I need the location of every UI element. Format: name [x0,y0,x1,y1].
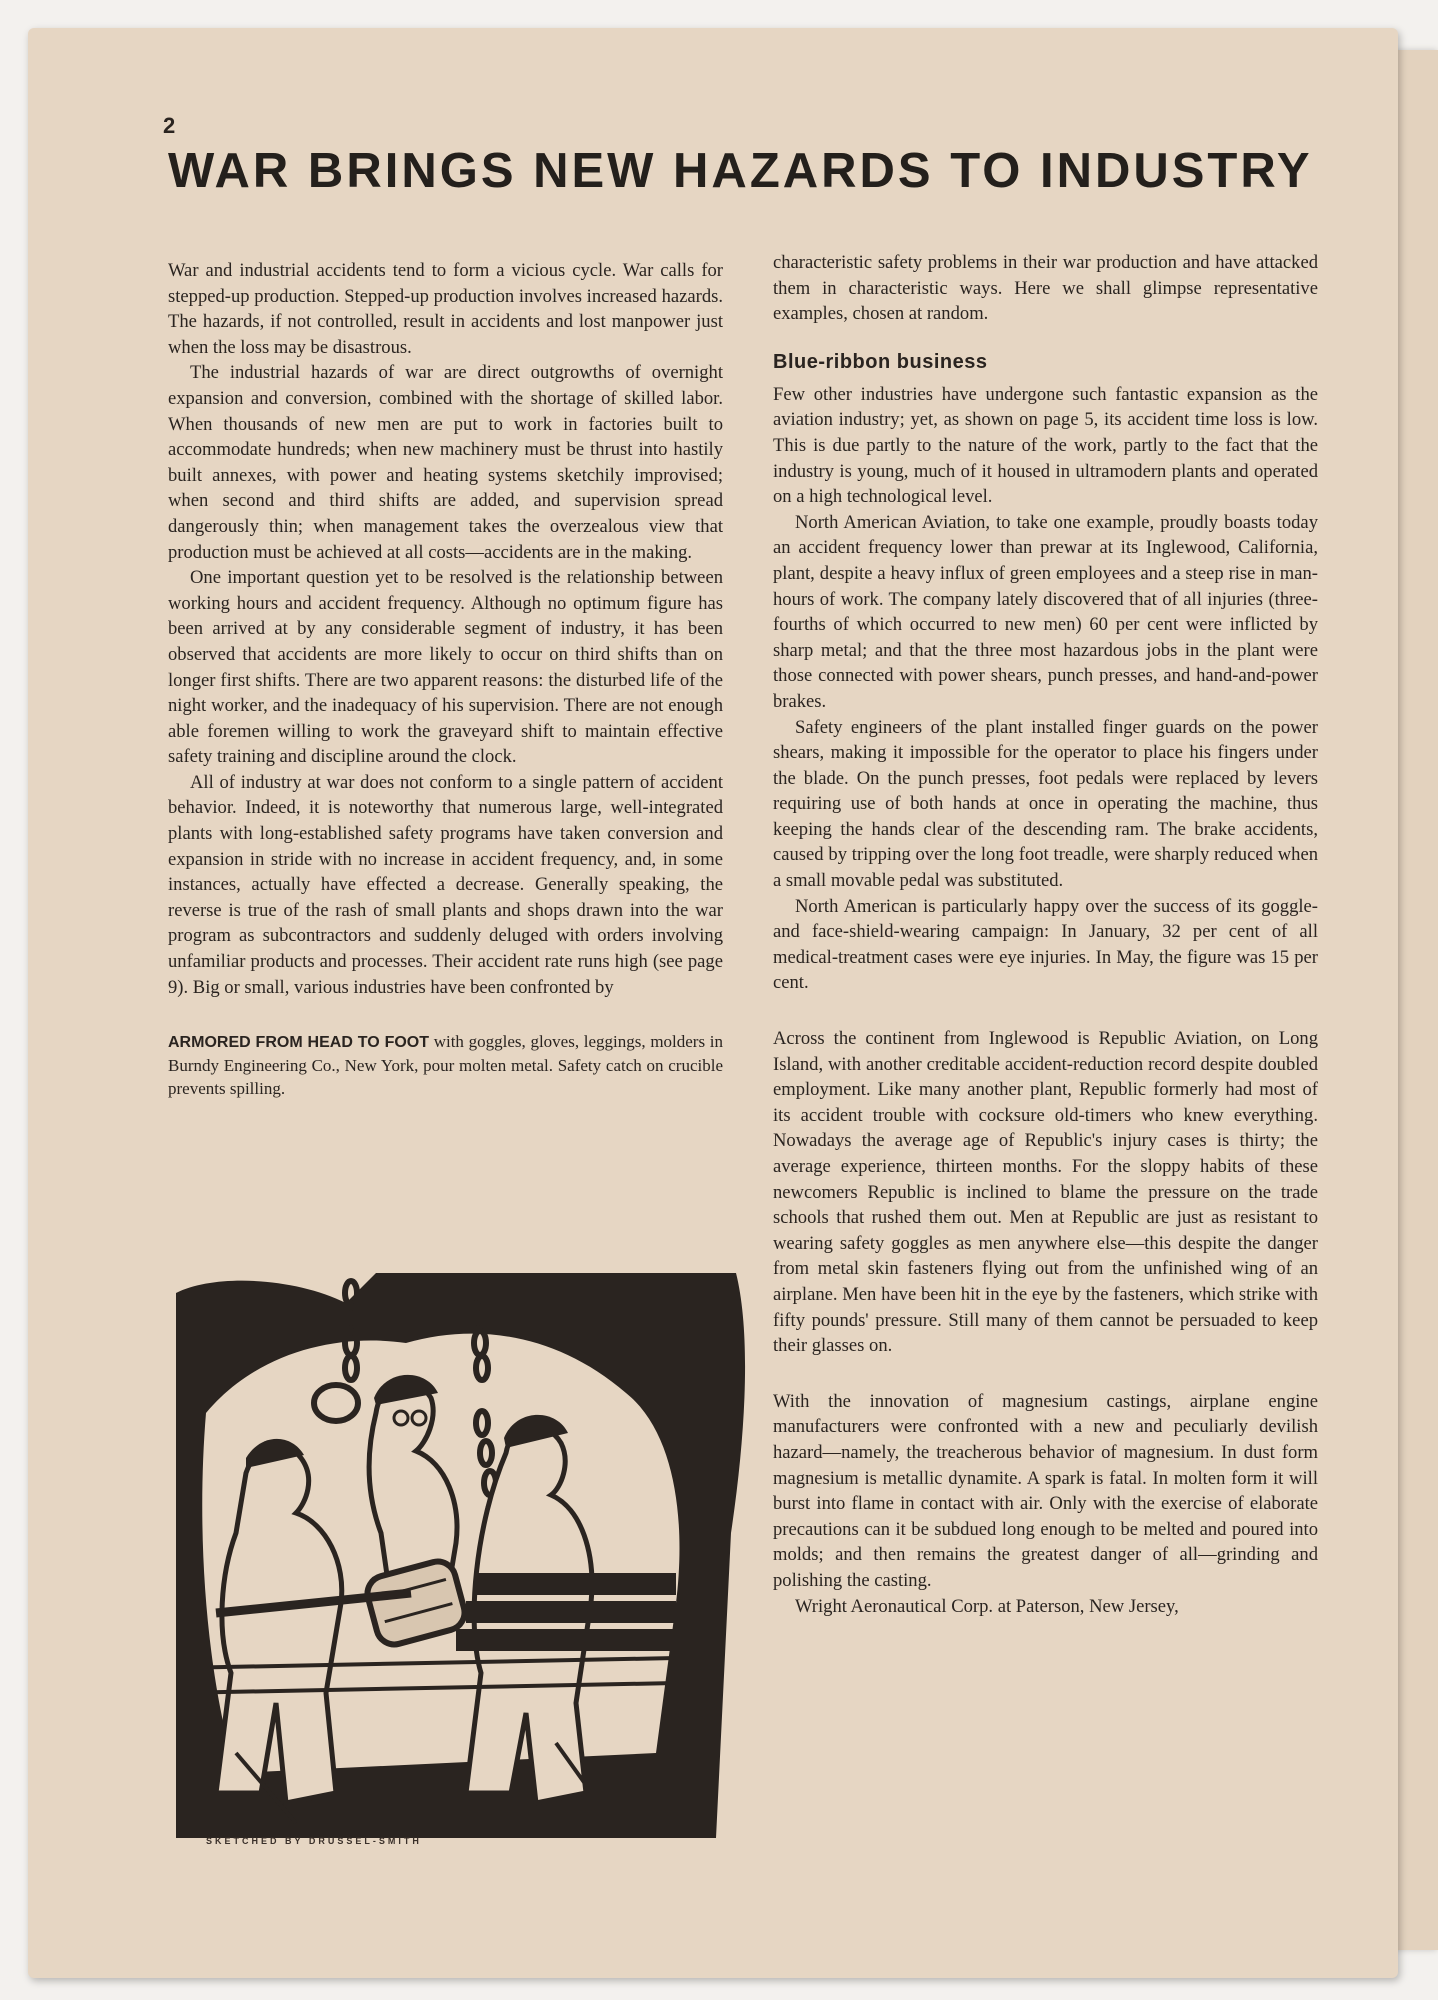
body-paragraph: With the innovation of magnesium castings, airplane engine manufacturers were confronted with a new and peculiarly devilish hazard—namely, the treacherous behavior of magnesium. In dust form magnesium is metallic dynamite. A spark is fatal. In molten form it will burst into flame in contact with air. Only with the exercise of elaborate precautions can it be subdued long enough to be melted and poured into molds; and then remains the greatest danger of all—grinding and polishing the casting. [773,1390,1318,1591]
body-paragraph: Few other industries have undergone such fantastic expansion as the aviation industry; yet, as shown on page 5, its accident time loss is low. This is due partly to the nature of the work, partly to the fact that the industry is young, much of it housed in ultramodern plants and operated on a high technological level. [773,383,1318,508]
right-column [773,250,1318,1619]
body-paragraph: Wright Aeronautical Corp. at Paterson, New Jersey, [795,1595,1179,1617]
illustration-caption [168,1030,723,1100]
page-number: 2 [163,113,176,138]
body-paragraph: Across the continent from Inglewood is Republic Aviation, on Long Island, with another creditable accident-reduction record despite doubled employment. Like many another plant, Republic formerly had most of its accident trouble with cocksure old-timers who knew everything. Nowadays the average age of Republic's injury cases is thirty; the average experience, thirteen months. For the sloppy habits of these newcomers Republic is inclined to blame the pressure on the trade schools that rushed them out. Men at Republic are just as resistant to wearing safety goggles as men anywhere else—this despite the danger from metal skin fasteners flying out from the unfinished wing of an airplane. Men have been hit in the eye by the fasteners, which strike with fifty pounds' pressure. Still many of them cannot be persuaded to keep their glasses on. [773,1028,1318,1357]
body-paragraph: The industrial hazards of war are direct outgrowths of overnight expansion and conversion, combined with the shortage of skilled labor. When thousands of new men are put to work in factories built to accommodate hundreds; when new machinery must be thrust into hastily built annexes, with power and heating systems sketchily improvised; when second and third shifts are added, and supervision spread dangerously thin; when management takes the overzealous view that production must be achieved at all costs—accidents are in the making. [168,362,723,563]
body-paragraph: Safety engineers of the plant installed finger guards on the power shears, making it impossible for the operator to place his fingers under the blade. On the punch presses, foot pedals were replaced by levers requiring use of both hands at once in operating the machine, thus keeping the hands clear of the descending ram. The brake accidents, caused by tripping over the long foot treadle, were sharply reduced when a small movable pedal was substituted. [773,716,1318,892]
body-paragraph: characteristic safety problems in their war production and have attacked them in characteristic ways. Here we shall glimpse representative examples, chosen at random. [773,252,1318,325]
left-column [168,258,723,1100]
caption-text: with goggles, gloves, leggings, molders in Burndy Engineering Co., New York, pour molten metal. Safety catch on crucible prevents spilling. [168,1032,724,1099]
magazine-page [28,28,1398,1978]
illustration-credit: SKETCHED BY DRUSSEL-SMITH [206,1836,422,1846]
body-paragraph: War and industrial accidents tend to form a vicious cycle. War calls for stepped-up production. Stepped-up production involves increased hazards. The hazards, if not controlled, result in accidents and lost manpower just when the loss may be disastrous. [168,260,723,358]
body-paragraph: One important question yet to be resolved is the relationship between working hours and accident frequency. Although no optimum figure has been arrived at by any considerable segment of industry, it has been observed that accidents are more likely to occur on third shifts than on longer first shifts. There are two apparent reasons: the disturbed life of the night worker, and the inadequacy of his supervision. There are not enough able foremen willing to work the graveyard shift to maintain effective safety training and discipline around the clock. [168,567,723,768]
foundry-illustration [176,1273,756,1838]
headline: WAR BRINGS NEW HAZARDS TO INDUSTRY [168,144,1313,198]
body-paragraph: North American Aviation, to take one example, proudly boasts today an accident frequency lower than prewar at its Inglewood, California, plant, despite a heavy influx of green employees and a steep rise in man-hours of work. The company lately discovered that of all injuries (three-fourths of which occurred to new men) 60 per cent were inflicted by sharp metal; and that the three most hazardous jobs in the plant were those connected with power shears, punch presses, and hand-and-power brakes. [773,511,1318,712]
caption-lead: ARMORED FROM HEAD TO FOOT [168,1034,430,1052]
body-paragraph: All of industry at war does not conform to a single pattern of accident behavior. Indeed, it is noteworthy that numerous large, well-integrated plants with long-established safety programs have taken conversion and expansion in stride with no increase in accident frequency, and, in some instances, actually have effected a decrease. Generally speaking, the reverse is true of the rash of small plants and shops drawn into the war program as subcontractors and suddenly deluged with orders involving unfamiliar products and processes. Their accident rate runs high (see page 9). Big or small, various industries have been confronted by [168,771,723,998]
body-paragraph: North American is particularly happy over the success of its goggle- and face-shield-wearing campaign: In January, 32 per cent of all medical-treatment cases were eye injuries. In May, the figure was 15 per cent. [773,895,1318,994]
section-subhead: Blue-ribbon business [773,350,988,373]
